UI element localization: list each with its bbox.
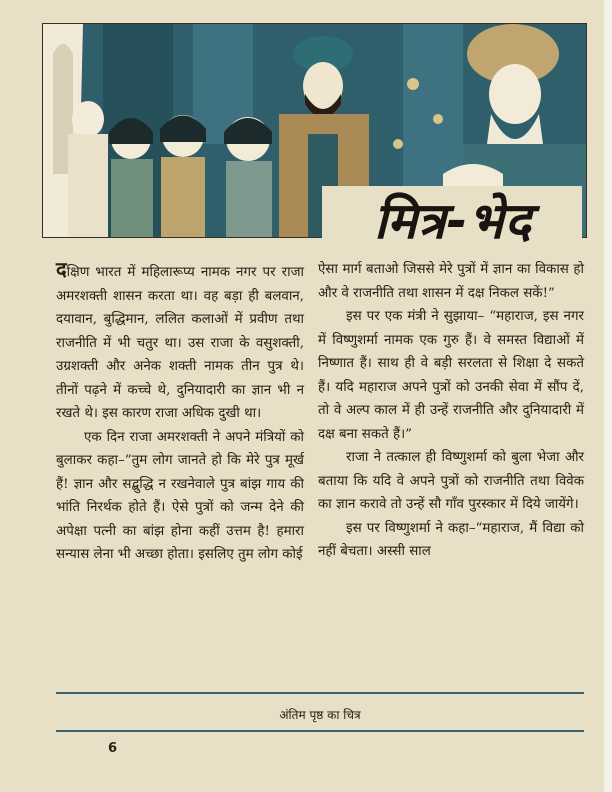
paragraph: इस पर विष्णुशर्मा ने कहा–“महाराज, मैं विद्या को नहीं बेचता। अस्सी साल [318, 520, 584, 559]
divider-bottom [56, 730, 584, 732]
divider-top [56, 692, 584, 694]
text-column-left [56, 258, 304, 567]
drop-cap: द [56, 257, 67, 281]
page-number: 6 [108, 741, 118, 756]
paragraph-text: क्षिण भारत में महिलारूप्य नामक नगर पर राजा अमरशक्ती शासन करता था। वह बड़ा ही बलवान, दयावान, बुद्धिमान, ललित कलाओं में प्रवीण तथा राजनीति में भी चतुर था। उस राजा के वसुशक्ती, उग्रशक्ती और अनेक शक्ती नामक तीन पुत्र थे। तीनों पढ़ने में कच्चे थे, दुनियादारी का ज्ञान भी न रखते थे। इस कारण राजा अधिक दुखी था। [56, 265, 304, 421]
paragraph: ऐसा मार्ग बताओ जिससे मेरे पुत्रों में ज्ञान का विकास हो और वे राजनीति तथा शासन में दक्ष निकल सकें!” [318, 262, 584, 301]
text-column-right [318, 258, 584, 564]
paragraph: राजा ने तत्काल ही विष्णुशर्मा को बुला भेजा और बताया कि यदि वे अपने पुत्रों को राजनीति तथा विवेक का ज्ञान करावे तो उन्हें सौ गाँव पुरस्कार में दिये जायेंगे। [318, 450, 584, 512]
paragraph: इस पर एक मंत्री ने सुझाया– “महाराज, इस नगर में विष्णुशर्मा नामक एक गुरु हैं। वे समस्त विद्याओं में निष्णात हैं। साथ ही वे बड़ी सरलता से शिक्षा दे सकते हैं। यदि महाराज अपने पुत्रों को उनकी सेवा में सौंप दें, तो वे अल्प काल में ही उन्हें राजनीति और दुनियादारी में दक्ष बना सकते हैं।” [318, 309, 584, 442]
paragraph [56, 258, 304, 426]
page-edge [604, 0, 612, 792]
paragraph: एक दिन राजा अमरशक्ती ने अपने मंत्रियों को बुलाकर कहा–“तुम लोग जानते हो कि मेरे पुत्र मूर्ख हैं! ज्ञान और सद्बुद्धि न रखनेवाले पुत्र बांझ गाय की भांति निरर्थक होते हैं। ऐसे पुत्रों को जन्म देने की अपेक्षा पत्नी का बांझ होना कहीं उत्तम है! हमारा सन्यास लेना भी अच्छा होता। इसलिए तुम लोग कोई [56, 429, 304, 562]
footer-note: अंतिम पृष्ठ का चित्र [279, 708, 361, 722]
story-title: मित्र-भेद [374, 192, 532, 250]
